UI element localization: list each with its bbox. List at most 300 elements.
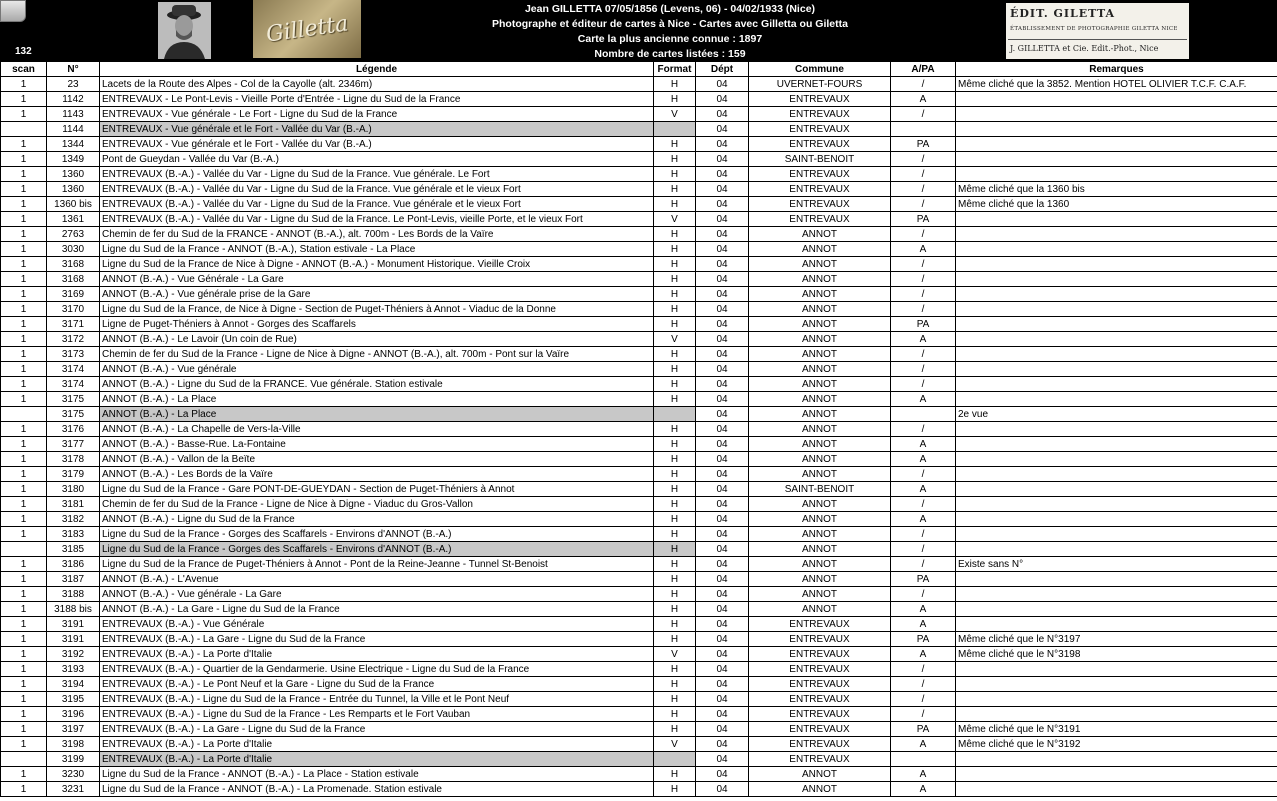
cell-apa[interactable]: / — [891, 287, 956, 302]
cell-scan[interactable]: 1 — [1, 782, 47, 797]
cell-legende[interactable]: ANNOT (B.-A.) - Les Bords de la Vaïre — [100, 467, 654, 482]
cell-scan[interactable]: 1 — [1, 692, 47, 707]
cell-apa[interactable] — [891, 752, 956, 767]
cell-remarques[interactable] — [956, 92, 1277, 107]
cell-format[interactable]: V — [654, 647, 696, 662]
cell-dept[interactable]: 04 — [696, 482, 749, 497]
cell-apa[interactable]: / — [891, 152, 956, 167]
cell-apa[interactable]: / — [891, 527, 956, 542]
cell-remarques[interactable] — [956, 242, 1277, 257]
cell-commune[interactable]: ENTREVAUX — [749, 212, 891, 227]
cell-scan[interactable] — [1, 122, 47, 137]
cell-dept[interactable]: 04 — [696, 557, 749, 572]
cell-number[interactable]: 3195 — [47, 692, 100, 707]
cell-apa[interactable]: A — [891, 332, 956, 347]
cell-dept[interactable]: 04 — [696, 137, 749, 152]
cell-commune[interactable]: ANNOT — [749, 377, 891, 392]
cell-dept[interactable]: 04 — [696, 302, 749, 317]
cell-commune[interactable]: ANNOT — [749, 542, 891, 557]
cell-legende[interactable]: ENTREVAUX (B.-A.) - Vallée du Var - Ligne du Sud de la France. Vue générale et le vieux Fort — [100, 197, 654, 212]
cell-number[interactable]: 3231 — [47, 782, 100, 797]
cell-number[interactable]: 3187 — [47, 572, 100, 587]
cell-apa[interactable]: PA — [891, 137, 956, 152]
cell-remarques[interactable] — [956, 392, 1277, 407]
cell-scan[interactable]: 1 — [1, 512, 47, 527]
table-row[interactable] — [1, 407, 1277, 422]
cell-dept[interactable]: 04 — [696, 197, 749, 212]
cell-apa[interactable]: A — [891, 617, 956, 632]
cell-number[interactable]: 3180 — [47, 482, 100, 497]
cell-commune[interactable]: ENTREVAUX — [749, 647, 891, 662]
cell-apa[interactable]: PA — [891, 572, 956, 587]
table-row[interactable] — [1, 77, 1277, 92]
table-row[interactable] — [1, 392, 1277, 407]
cell-remarques[interactable] — [956, 332, 1277, 347]
cell-remarques[interactable] — [956, 587, 1277, 602]
table-row[interactable] — [1, 527, 1277, 542]
cell-legende[interactable]: ANNOT (B.-A.) - Vue générale — [100, 362, 654, 377]
cell-legende[interactable]: ENTREVAUX (B.-A.) - Ligne du Sud de la France - Les Remparts et le Fort Vauban — [100, 707, 654, 722]
cell-format[interactable]: H — [654, 92, 696, 107]
cell-apa[interactable]: A — [891, 242, 956, 257]
cell-apa[interactable]: / — [891, 272, 956, 287]
cell-scan[interactable]: 1 — [1, 77, 47, 92]
cell-dept[interactable]: 04 — [696, 362, 749, 377]
cell-legende[interactable]: Ligne du Sud de la France - Gorges des Scaffarels - Environs d'ANNOT (B.-A.) — [100, 542, 654, 557]
cell-number[interactable]: 1360 — [47, 182, 100, 197]
cell-apa[interactable]: / — [891, 662, 956, 677]
cell-legende[interactable]: Chemin de fer du Sud de la France - Ligne de Nice à Digne - Viaduc du Gros-Vallon — [100, 497, 654, 512]
cell-scan[interactable]: 1 — [1, 452, 47, 467]
table-row[interactable] — [1, 212, 1277, 227]
cell-apa[interactable]: A — [891, 437, 956, 452]
cell-scan[interactable]: 1 — [1, 347, 47, 362]
table-row[interactable] — [1, 467, 1277, 482]
cell-scan[interactable]: 1 — [1, 287, 47, 302]
cell-format[interactable]: H — [654, 767, 696, 782]
table-row[interactable] — [1, 632, 1277, 647]
cell-remarques[interactable] — [956, 347, 1277, 362]
cell-legende[interactable]: ANNOT (B.-A.) - La Place — [100, 407, 654, 422]
cell-commune[interactable]: ENTREVAUX — [749, 137, 891, 152]
cell-remarques[interactable] — [956, 272, 1277, 287]
cell-commune[interactable]: ENTREVAUX — [749, 722, 891, 737]
cell-number[interactable]: 3171 — [47, 317, 100, 332]
table-row[interactable] — [1, 482, 1277, 497]
cell-number[interactable]: 3175 — [47, 407, 100, 422]
table-row[interactable] — [1, 512, 1277, 527]
cell-scan[interactable]: 1 — [1, 227, 47, 242]
cell-commune[interactable]: ANNOT — [749, 287, 891, 302]
cell-commune[interactable]: ANNOT — [749, 332, 891, 347]
cell-remarques[interactable]: Même cliché que la 1360 — [956, 197, 1277, 212]
cell-scan[interactable]: 1 — [1, 92, 47, 107]
cell-number[interactable]: 3196 — [47, 707, 100, 722]
cell-remarques[interactable] — [956, 437, 1277, 452]
cell-apa[interactable]: A — [891, 737, 956, 752]
cell-legende[interactable]: ENTREVAUX (B.-A.) - Ligne du Sud de la France - Entrée du Tunnel, la Ville et le Pont Neuf — [100, 692, 654, 707]
cell-scan[interactable]: 1 — [1, 422, 47, 437]
cell-remarques[interactable] — [956, 227, 1277, 242]
cell-remarques[interactable] — [956, 452, 1277, 467]
cell-legende[interactable]: ENTREVAUX (B.-A.) - Vallée du Var - Ligne du Sud de la France. Vue générale. Le Fort — [100, 167, 654, 182]
cell-apa[interactable]: / — [891, 362, 956, 377]
cell-dept[interactable]: 04 — [696, 587, 749, 602]
cell-format[interactable]: H — [654, 632, 696, 647]
cell-apa[interactable]: / — [891, 347, 956, 362]
cell-remarques[interactable] — [956, 377, 1277, 392]
table-row[interactable] — [1, 647, 1277, 662]
cell-scan[interactable]: 1 — [1, 377, 47, 392]
cell-remarques[interactable] — [956, 692, 1277, 707]
cell-legende[interactable]: Lacets de la Route des Alpes - Col de la Cayolle (alt. 2346m) — [100, 77, 654, 92]
cell-remarques[interactable] — [956, 527, 1277, 542]
cell-commune[interactable]: ENTREVAUX — [749, 632, 891, 647]
table-row[interactable] — [1, 692, 1277, 707]
cell-commune[interactable]: ANNOT — [749, 557, 891, 572]
cell-legende[interactable]: ANNOT (B.-A.) - Le Lavoir (Un coin de Rue) — [100, 332, 654, 347]
cell-dept[interactable]: 04 — [696, 752, 749, 767]
table-row[interactable] — [1, 722, 1277, 737]
col-header-number[interactable]: N° — [47, 62, 100, 77]
cell-dept[interactable]: 04 — [696, 767, 749, 782]
cell-dept[interactable]: 04 — [696, 452, 749, 467]
cell-legende[interactable]: ENTREVAUX (B.-A.) - Vallée du Var - Ligne du Sud de la France. Vue générale et le vieux Fort — [100, 182, 654, 197]
table-row[interactable] — [1, 137, 1277, 152]
cell-dept[interactable]: 04 — [696, 242, 749, 257]
cell-number[interactable]: 3197 — [47, 722, 100, 737]
cell-format[interactable]: H — [654, 662, 696, 677]
cell-format[interactable]: H — [654, 242, 696, 257]
cell-scan[interactable]: 1 — [1, 182, 47, 197]
cell-dept[interactable]: 04 — [696, 662, 749, 677]
table-row[interactable] — [1, 287, 1277, 302]
col-header-dept[interactable]: Dépt — [696, 62, 749, 77]
cell-remarques[interactable] — [956, 482, 1277, 497]
cell-commune[interactable]: ANNOT — [749, 767, 891, 782]
cell-dept[interactable]: 04 — [696, 257, 749, 272]
cell-dept[interactable]: 04 — [696, 437, 749, 452]
cell-remarques[interactable] — [956, 212, 1277, 227]
cell-remarques[interactable]: Existe sans N° — [956, 557, 1277, 572]
table-row[interactable] — [1, 617, 1277, 632]
cell-apa[interactable]: A — [891, 767, 956, 782]
cell-dept[interactable]: 04 — [696, 212, 749, 227]
table-row[interactable] — [1, 422, 1277, 437]
cell-dept[interactable]: 04 — [696, 167, 749, 182]
cell-format[interactable]: H — [654, 602, 696, 617]
cell-apa[interactable]: / — [891, 497, 956, 512]
table-row[interactable] — [1, 347, 1277, 362]
cell-format[interactable]: H — [654, 557, 696, 572]
cell-number[interactable]: 3178 — [47, 452, 100, 467]
cell-number[interactable]: 23 — [47, 77, 100, 92]
cell-remarques[interactable]: Même cliché que le N°3191 — [956, 722, 1277, 737]
cell-legende[interactable]: ENTREVAUX - Vue générale - Le Fort - Ligne du Sud de la France — [100, 107, 654, 122]
cell-scan[interactable]: 1 — [1, 572, 47, 587]
cell-apa[interactable]: / — [891, 182, 956, 197]
cell-scan[interactable]: 1 — [1, 707, 47, 722]
cell-legende[interactable]: Ligne du Sud de la France - ANNOT (B.-A.) - La Place - Station estivale — [100, 767, 654, 782]
cell-apa[interactable]: / — [891, 707, 956, 722]
cell-number[interactable]: 3174 — [47, 377, 100, 392]
cell-number[interactable]: 1349 — [47, 152, 100, 167]
cell-legende[interactable]: ANNOT (B.-A.) - Ligne du Sud de la FRANCE. Vue générale. Station estivale — [100, 377, 654, 392]
cell-number[interactable]: 2763 — [47, 227, 100, 242]
cell-apa[interactable]: / — [891, 677, 956, 692]
cell-number[interactable]: 1360 — [47, 167, 100, 182]
cell-dept[interactable]: 04 — [696, 77, 749, 92]
cell-apa[interactable] — [891, 122, 956, 137]
cell-commune[interactable]: ANNOT — [749, 272, 891, 287]
cell-remarques[interactable] — [956, 317, 1277, 332]
cell-number[interactable]: 3192 — [47, 647, 100, 662]
cell-remarques[interactable] — [956, 572, 1277, 587]
cell-format[interactable]: H — [654, 437, 696, 452]
cell-number[interactable]: 1143 — [47, 107, 100, 122]
cell-number[interactable]: 3230 — [47, 767, 100, 782]
cell-legende[interactable]: ANNOT (B.-A.) - Vue générale - La Gare — [100, 587, 654, 602]
col-header-commune[interactable]: Commune — [749, 62, 891, 77]
select-all-corner-button[interactable] — [0, 0, 26, 22]
cell-number[interactable]: 3185 — [47, 542, 100, 557]
cell-number[interactable]: 3179 — [47, 467, 100, 482]
cell-scan[interactable]: 1 — [1, 527, 47, 542]
cell-number[interactable]: 3173 — [47, 347, 100, 362]
cell-format[interactable]: H — [654, 527, 696, 542]
cell-remarques[interactable] — [956, 677, 1277, 692]
cell-remarques[interactable]: 2e vue — [956, 407, 1277, 422]
cell-commune[interactable]: SAINT-BENOIT — [749, 152, 891, 167]
cell-number[interactable]: 3177 — [47, 437, 100, 452]
cell-remarques[interactable]: Même cliché que le N°3197 — [956, 632, 1277, 647]
cell-dept[interactable]: 04 — [696, 107, 749, 122]
cell-dept[interactable]: 04 — [696, 332, 749, 347]
cell-remarques[interactable]: Même cliché que le N°3192 — [956, 737, 1277, 752]
cell-format[interactable]: H — [654, 707, 696, 722]
table-row[interactable] — [1, 257, 1277, 272]
cell-legende[interactable]: ENTREVAUX (B.-A.) - Le Pont Neuf et la Gare - Ligne du Sud de la France — [100, 677, 654, 692]
cell-dept[interactable]: 04 — [696, 527, 749, 542]
cell-scan[interactable]: 1 — [1, 197, 47, 212]
cell-scan[interactable]: 1 — [1, 302, 47, 317]
cell-dept[interactable]: 04 — [696, 347, 749, 362]
cell-commune[interactable]: ENTREVAUX — [749, 167, 891, 182]
cell-format[interactable]: H — [654, 287, 696, 302]
cell-remarques[interactable] — [956, 542, 1277, 557]
cell-apa[interactable]: / — [891, 542, 956, 557]
table-row[interactable] — [1, 782, 1277, 797]
cell-scan[interactable]: 1 — [1, 317, 47, 332]
cell-commune[interactable]: ENTREVAUX — [749, 692, 891, 707]
cell-remarques[interactable]: Même cliché que le N°3198 — [956, 647, 1277, 662]
cell-legende[interactable]: Ligne du Sud de la France - ANNOT (B.-A.), Station estivale - La Place — [100, 242, 654, 257]
cell-apa[interactable]: A — [891, 392, 956, 407]
cell-format[interactable]: H — [654, 572, 696, 587]
cell-format[interactable]: H — [654, 362, 696, 377]
cell-scan[interactable]: 1 — [1, 242, 47, 257]
table-row[interactable] — [1, 437, 1277, 452]
cell-number[interactable]: 1144 — [47, 122, 100, 137]
cell-remarques[interactable] — [956, 617, 1277, 632]
cell-number[interactable]: 1361 — [47, 212, 100, 227]
cell-scan[interactable]: 1 — [1, 617, 47, 632]
cell-apa[interactable] — [891, 407, 956, 422]
cell-apa[interactable]: PA — [891, 317, 956, 332]
cell-number[interactable]: 3181 — [47, 497, 100, 512]
cell-scan[interactable]: 1 — [1, 272, 47, 287]
cell-commune[interactable]: ANNOT — [749, 587, 891, 602]
cell-scan[interactable]: 1 — [1, 467, 47, 482]
cell-scan[interactable]: 1 — [1, 677, 47, 692]
cell-commune[interactable]: ANNOT — [749, 602, 891, 617]
cell-scan[interactable] — [1, 752, 47, 767]
cell-format[interactable]: H — [654, 782, 696, 797]
cell-number[interactable]: 3188 bis — [47, 602, 100, 617]
table-row[interactable] — [1, 362, 1277, 377]
cell-number[interactable]: 3188 — [47, 587, 100, 602]
cell-commune[interactable]: ANNOT — [749, 407, 891, 422]
cell-dept[interactable]: 04 — [696, 632, 749, 647]
cell-legende[interactable]: Ligne du Sud de la France de Puget-Théniers à Annot - Pont de la Reine-Jeanne - Tunnel St-Benoist — [100, 557, 654, 572]
cell-scan[interactable]: 1 — [1, 257, 47, 272]
table-row[interactable] — [1, 587, 1277, 602]
cell-format[interactable]: H — [654, 452, 696, 467]
table-row[interactable] — [1, 542, 1277, 557]
cell-scan[interactable]: 1 — [1, 497, 47, 512]
cell-number[interactable]: 3174 — [47, 362, 100, 377]
cell-number[interactable]: 1142 — [47, 92, 100, 107]
cell-legende[interactable]: Chemin de fer du Sud de la France - Ligne de Nice à Digne - ANNOT (B.-A.), alt. 700m - Pont sur la Vaïre — [100, 347, 654, 362]
cell-legende[interactable]: Ligne du Sud de la France - ANNOT (B.-A.) - La Promenade. Station estivale — [100, 782, 654, 797]
cell-remarques[interactable]: Même cliché que la 1360 bis — [956, 182, 1277, 197]
cell-format[interactable]: H — [654, 542, 696, 557]
cell-number[interactable]: 3176 — [47, 422, 100, 437]
cell-number[interactable]: 3168 — [47, 257, 100, 272]
table-row[interactable] — [1, 557, 1277, 572]
cell-format[interactable] — [654, 752, 696, 767]
cell-remarques[interactable] — [956, 752, 1277, 767]
cell-scan[interactable]: 1 — [1, 152, 47, 167]
cell-commune[interactable]: ANNOT — [749, 452, 891, 467]
cell-legende[interactable]: ANNOT (B.-A.) - La Place — [100, 392, 654, 407]
cell-scan[interactable]: 1 — [1, 662, 47, 677]
cell-scan[interactable]: 1 — [1, 587, 47, 602]
cell-apa[interactable]: / — [891, 257, 956, 272]
cell-apa[interactable]: A — [891, 647, 956, 662]
cell-number[interactable]: 3169 — [47, 287, 100, 302]
cell-apa[interactable]: PA — [891, 212, 956, 227]
cell-format[interactable]: H — [654, 587, 696, 602]
table-row[interactable] — [1, 332, 1277, 347]
cell-number[interactable]: 3193 — [47, 662, 100, 677]
table-row[interactable] — [1, 497, 1277, 512]
cell-dept[interactable]: 04 — [696, 782, 749, 797]
cell-legende[interactable]: ENTREVAUX (B.-A.) - La Gare - Ligne du Sud de la France — [100, 632, 654, 647]
cell-commune[interactable]: ANNOT — [749, 317, 891, 332]
cell-legende[interactable]: ENTREVAUX (B.-A.) - Vue Générale — [100, 617, 654, 632]
cell-scan[interactable]: 1 — [1, 362, 47, 377]
cell-scan[interactable]: 1 — [1, 767, 47, 782]
cell-legende[interactable]: ENTREVAUX (B.-A.) - Vallée du Var - Ligne du Sud de la France. Le Pont-Levis, vieille Porte, et le vieux Fort — [100, 212, 654, 227]
cell-dept[interactable]: 04 — [696, 392, 749, 407]
cell-legende[interactable]: Ligne du Sud de la France de Nice à Digne - ANNOT (B.-A.) - Monument Historique. Vieille Croix — [100, 257, 654, 272]
cell-dept[interactable]: 04 — [696, 227, 749, 242]
cell-remarques[interactable] — [956, 512, 1277, 527]
cell-commune[interactable]: ANNOT — [749, 362, 891, 377]
cell-format[interactable]: H — [654, 137, 696, 152]
table-row[interactable] — [1, 452, 1277, 467]
cell-remarques[interactable] — [956, 122, 1277, 137]
cell-remarques[interactable]: Même cliché que la 3852. Mention HOTEL OLIVIER T.C.F. C.A.F. — [956, 77, 1277, 92]
table-row[interactable] — [1, 317, 1277, 332]
cell-apa[interactable]: A — [891, 602, 956, 617]
cell-commune[interactable]: ANNOT — [749, 257, 891, 272]
cell-legende[interactable]: Ligne du Sud de la France, de Nice à Digne - Section de Puget-Théniers à Annot - Viaduc de la Donne — [100, 302, 654, 317]
cell-legende[interactable]: ENTREVAUX - Vue générale et le Fort - Vallée du Var (B.-A.) — [100, 137, 654, 152]
cell-legende[interactable]: ANNOT (B.-A.) - La Gare - Ligne du Sud de la France — [100, 602, 654, 617]
cell-format[interactable]: H — [654, 227, 696, 242]
cell-remarques[interactable] — [956, 767, 1277, 782]
cell-apa[interactable]: PA — [891, 632, 956, 647]
cell-legende[interactable]: ENTREVAUX (B.-A.) - La Porte d'Italie — [100, 647, 654, 662]
cell-dept[interactable]: 04 — [696, 737, 749, 752]
cell-format[interactable]: H — [654, 347, 696, 362]
table-row[interactable] — [1, 182, 1277, 197]
cell-format[interactable]: V — [654, 212, 696, 227]
cell-apa[interactable]: / — [891, 557, 956, 572]
cell-scan[interactable]: 1 — [1, 722, 47, 737]
cell-dept[interactable]: 04 — [696, 692, 749, 707]
cell-remarques[interactable] — [956, 137, 1277, 152]
cell-legende[interactable]: Pont de Gueydan - Vallée du Var (B.-A.) — [100, 152, 654, 167]
cell-format[interactable]: V — [654, 107, 696, 122]
cell-legende[interactable]: ANNOT (B.-A.) - La Chapelle de Vers-la-Ville — [100, 422, 654, 437]
cell-commune[interactable]: ANNOT — [749, 467, 891, 482]
cell-apa[interactable]: / — [891, 377, 956, 392]
cell-legende[interactable]: Ligne du Sud de la France - Gorges des Scaffarels - Environs d'ANNOT (B.-A.) — [100, 527, 654, 542]
col-header-scan[interactable]: scan — [1, 62, 47, 77]
table-row[interactable] — [1, 677, 1277, 692]
cell-dept[interactable]: 04 — [696, 182, 749, 197]
cell-scan[interactable]: 1 — [1, 647, 47, 662]
col-header-remarques[interactable]: Remarques — [956, 62, 1277, 77]
cell-remarques[interactable] — [956, 362, 1277, 377]
cell-scan[interactable]: 1 — [1, 482, 47, 497]
cell-dept[interactable]: 04 — [696, 512, 749, 527]
cell-commune[interactable]: ANNOT — [749, 497, 891, 512]
cell-format[interactable]: H — [654, 152, 696, 167]
cell-remarques[interactable] — [956, 422, 1277, 437]
cell-remarques[interactable] — [956, 662, 1277, 677]
cell-number[interactable]: 3175 — [47, 392, 100, 407]
cell-commune[interactable]: ANNOT — [749, 227, 891, 242]
table-row[interactable] — [1, 707, 1277, 722]
table-row[interactable] — [1, 242, 1277, 257]
table-row[interactable] — [1, 377, 1277, 392]
cell-commune[interactable]: ENTREVAUX — [749, 707, 891, 722]
cell-format[interactable]: H — [654, 182, 696, 197]
cell-dept[interactable]: 04 — [696, 407, 749, 422]
cell-dept[interactable]: 04 — [696, 647, 749, 662]
cell-format[interactable]: H — [654, 482, 696, 497]
cell-number[interactable]: 3191 — [47, 617, 100, 632]
cell-legende[interactable]: ANNOT (B.-A.) - Vallon de la Beïte — [100, 452, 654, 467]
cell-legende[interactable]: ANNOT (B.-A.) - L'Avenue — [100, 572, 654, 587]
table-row[interactable] — [1, 227, 1277, 242]
cell-format[interactable]: H — [654, 302, 696, 317]
cell-scan[interactable]: 1 — [1, 557, 47, 572]
